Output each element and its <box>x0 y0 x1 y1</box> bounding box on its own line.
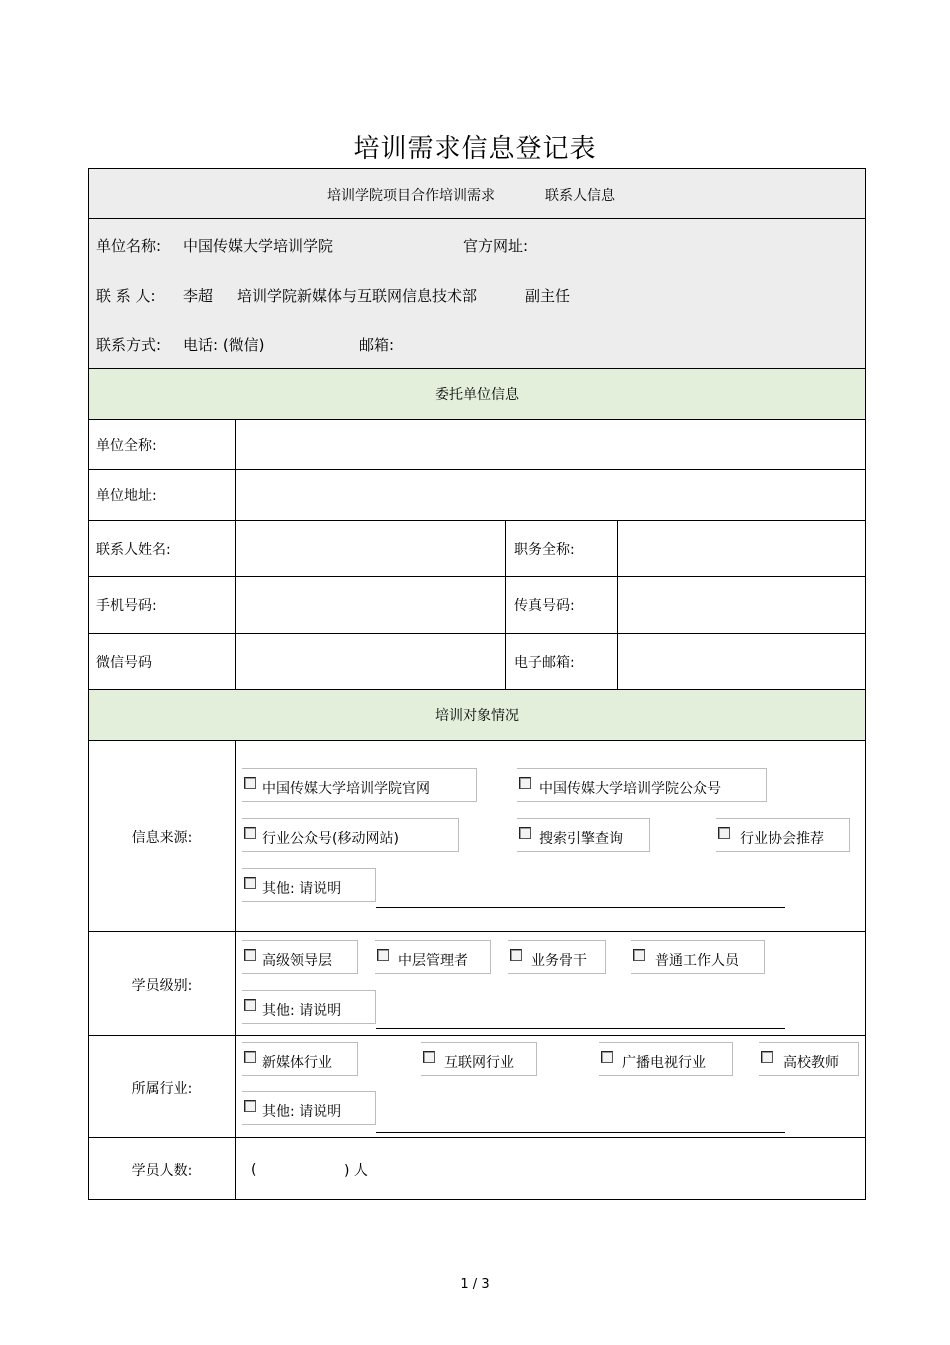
checkbox-icon[interactable] <box>633 949 645 961</box>
level-option-other[interactable]: 其他: 请说明 <box>242 990 376 1024</box>
count-open-paren: ( <box>251 1162 257 1178</box>
industry-option-teacher[interactable]: 高校教师 <box>759 1042 859 1076</box>
checkbox-icon[interactable] <box>761 1051 773 1063</box>
checkbox-icon[interactable] <box>244 827 256 839</box>
checkbox-icon[interactable] <box>244 1051 256 1063</box>
website-label: 官方网址: <box>463 237 529 255</box>
wechat-row <box>88 634 866 690</box>
checkbox-icon[interactable] <box>244 1100 256 1112</box>
email-label: 邮箱: <box>359 336 395 354</box>
contact-name-label: 联系人姓名: <box>96 542 171 558</box>
contact-person-title: 副主任 <box>525 287 571 305</box>
source-option-industry-account[interactable]: 行业公众号(移动网站) <box>242 818 459 852</box>
level-option-staff[interactable]: 普通工作人员 <box>631 940 765 974</box>
checkbox-icon[interactable] <box>244 949 256 961</box>
position-input[interactable] <box>618 521 865 576</box>
count-row <box>88 1138 866 1200</box>
checkbox-icon[interactable] <box>519 827 531 839</box>
contact-person-dept: 培训学院新媒体与互联网信息技术部 <box>237 287 478 305</box>
client-section-header <box>88 369 866 420</box>
checkbox-icon[interactable] <box>510 949 522 961</box>
unit-name-value: 中国传媒大学培训学院 <box>183 237 334 255</box>
level-option-middle[interactable]: 中层管理者 <box>375 940 491 974</box>
contact-header-row <box>88 168 866 219</box>
checkbox-icon[interactable] <box>377 949 389 961</box>
level-label: 学员级别: <box>131 978 193 994</box>
client-email-label: 电子邮箱: <box>514 655 575 671</box>
industry-row <box>88 1036 866 1138</box>
industry-option-broadcast[interactable]: 广播电视行业 <box>599 1042 733 1076</box>
phone-value: 电话: (微信) <box>183 336 265 354</box>
level-option-backbone[interactable]: 业务骨干 <box>508 940 606 974</box>
page-title: 培训需求信息登记表 <box>353 134 597 164</box>
contact-person-label: 联 系 人: <box>96 287 156 305</box>
level-option-senior[interactable]: 高级领导层 <box>242 940 358 974</box>
count-input[interactable] <box>264 1156 339 1184</box>
checkbox-icon[interactable] <box>244 777 256 789</box>
contact-info-block <box>88 219 866 369</box>
fax-label: 传真号码: <box>514 598 575 614</box>
source-option-official-account[interactable]: 中国传媒大学培训学院公众号 <box>517 768 767 802</box>
industry-option-other[interactable]: 其他: 请说明 <box>242 1091 376 1125</box>
checkbox-icon[interactable] <box>244 999 256 1011</box>
source-label: 信息来源: <box>131 830 193 846</box>
contact-name-input[interactable] <box>236 521 505 576</box>
contact-name-row <box>88 521 866 577</box>
level-other-input[interactable] <box>376 1028 785 1029</box>
mobile-input[interactable] <box>236 577 505 633</box>
mobile-row <box>88 577 866 634</box>
level-row <box>88 932 866 1036</box>
address-label: 单位地址: <box>96 488 157 504</box>
contact-header-left: 培训学院项目合作培训需求 <box>327 188 495 204</box>
client-email-input[interactable] <box>618 634 865 689</box>
source-row <box>88 741 866 932</box>
fax-input[interactable] <box>618 577 865 633</box>
industry-option-internet[interactable]: 互联网行业 <box>421 1042 537 1076</box>
full-name-row <box>88 420 866 470</box>
unit-name-label: 单位名称: <box>96 237 162 255</box>
count-close-paren: ) 人 <box>344 1163 368 1179</box>
source-option-search-engine[interactable]: 搜索引擎查询 <box>517 818 650 852</box>
count-label: 学员人数: <box>131 1163 193 1179</box>
industry-label: 所属行业: <box>131 1081 193 1097</box>
full-name-input[interactable] <box>236 420 865 469</box>
address-input[interactable] <box>236 470 865 520</box>
client-section-title: 委托单位信息 <box>435 387 519 403</box>
contact-header-right: 联系人信息 <box>545 188 615 204</box>
industry-other-input[interactable] <box>376 1132 785 1133</box>
industry-option-new-media[interactable]: 新媒体行业 <box>242 1042 358 1076</box>
source-option-association[interactable]: 行业协会推荐 <box>716 818 850 852</box>
checkbox-icon[interactable] <box>423 1051 435 1063</box>
source-option-official-site[interactable]: 中国传媒大学培训学院官网 <box>242 768 477 802</box>
wechat-label: 微信号码 <box>96 655 152 671</box>
checkbox-icon[interactable] <box>718 827 730 839</box>
source-other-input[interactable] <box>376 907 785 908</box>
mobile-label: 手机号码: <box>96 598 157 614</box>
checkbox-icon[interactable] <box>601 1051 613 1063</box>
checkbox-icon[interactable] <box>244 877 256 889</box>
page-number: 1 / 3 <box>460 1277 490 1292</box>
trainee-section-header <box>88 690 866 741</box>
contact-person-name: 李超 <box>183 287 214 305</box>
position-label: 职务全称: <box>514 542 575 558</box>
source-option-other[interactable]: 其他: 请说明 <box>242 868 376 902</box>
trainee-section-title: 培训对象情况 <box>435 708 519 724</box>
address-row <box>88 470 866 521</box>
full-name-label: 单位全称: <box>96 438 157 454</box>
checkbox-icon[interactable] <box>519 777 531 789</box>
wechat-input[interactable] <box>236 634 505 689</box>
contact-method-label: 联系方式: <box>96 336 162 354</box>
